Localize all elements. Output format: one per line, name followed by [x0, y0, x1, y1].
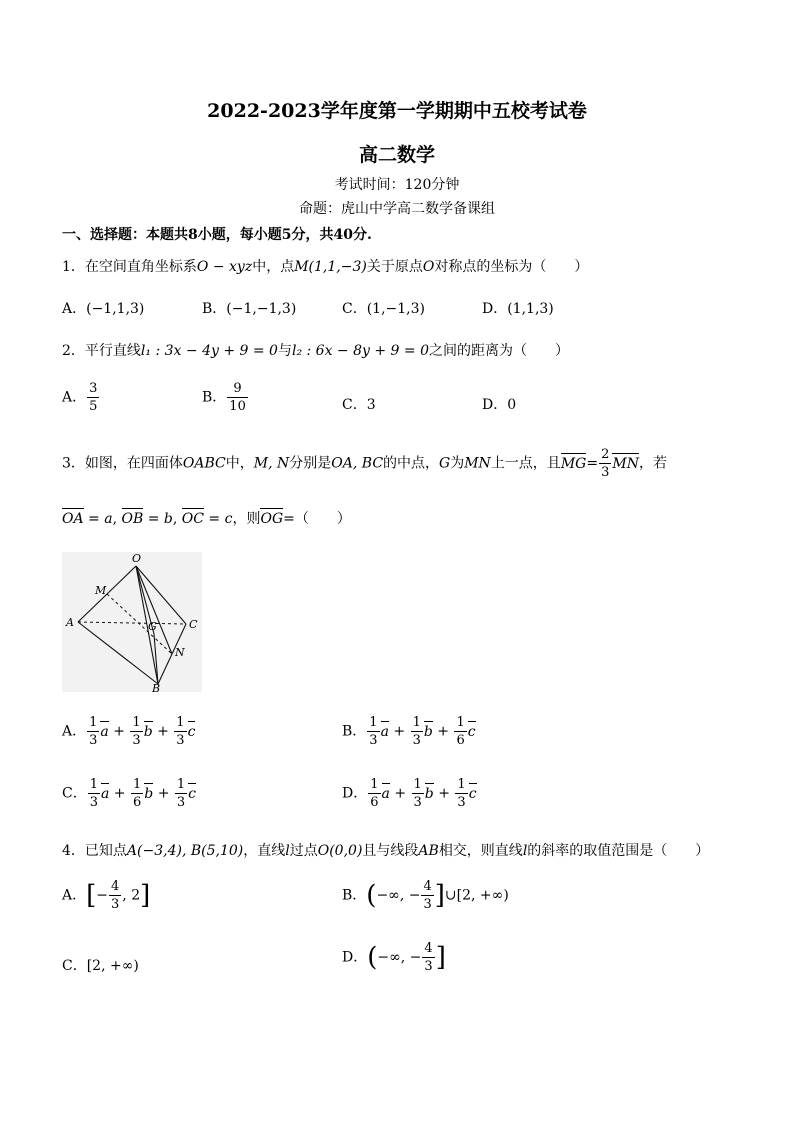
q3-c-frac3: $\frac{1}{3}$	[176, 777, 186, 810]
q3-c: c	[224, 511, 233, 527]
q3-text-mid2: 分别是	[289, 455, 332, 472]
q4-a-text: −	[96, 887, 109, 904]
question-2	[62, 340, 569, 360]
q2-text-suffix: 之间的距离为（ ）	[429, 343, 570, 359]
q4-a-label: A．	[62, 887, 87, 904]
q4-option-b[interactable]: B．(−∞, − $\frac{4}{3}$ ]∪[2, +∞)	[342, 879, 509, 912]
q2-text-mid: 与	[277, 343, 292, 359]
q2-option-b[interactable]	[202, 382, 249, 413]
q4-ab: AB	[418, 843, 439, 859]
q2-b-fraction	[227, 382, 248, 413]
q3-b-label: B．	[342, 723, 367, 740]
q4-text-mid3: 且与线段	[362, 843, 419, 859]
q3-b-frac2: $\frac{1}{3}$	[412, 715, 421, 748]
q1-option-c[interactable]: C．(1,−1,3)	[342, 301, 425, 317]
q4-d-den: 3	[424, 959, 433, 974]
q3-text-mid5: 上一点，且	[490, 455, 561, 472]
q4-l: l	[285, 843, 290, 859]
q3-d-den1: 6	[370, 795, 379, 810]
q4-d-num: 4	[424, 941, 433, 956]
q3-a-frac1: $\frac{1}{3}$	[89, 715, 98, 748]
q2-option-a[interactable]	[62, 382, 100, 413]
q4-b-text: −∞, −	[376, 887, 421, 904]
q2-option-d[interactable]: D．0	[482, 397, 517, 413]
q3-mn: M, N	[253, 455, 290, 472]
q3-a: a	[104, 511, 113, 527]
q4-text: 4．已知点	[62, 843, 127, 859]
q3-vec-mn: MN	[612, 455, 639, 472]
q3-seg: MN	[464, 455, 491, 472]
figure-background	[62, 552, 202, 692]
question-1	[62, 256, 588, 276]
q3-d-den2: 3	[413, 795, 422, 810]
label-o: O	[132, 552, 142, 565]
q3-b: b	[163, 511, 173, 527]
q4-c-label: C．	[62, 958, 87, 974]
q3-option-d[interactable]: D． $\frac{1}{6}$ a + $\frac{1}{3}$ b + $\frac{1}{3}$ c	[342, 777, 477, 810]
q3-fraction	[599, 448, 611, 479]
q3-option-a[interactable]: A． $\frac{1}{3}$ a + $\frac{1}{3}$ b + $\frac{1}{3}$ c	[62, 715, 196, 748]
q4-b-label: B．	[342, 887, 367, 904]
tetrahedron-figure	[62, 552, 202, 692]
q3-b-frac1: $\frac{1}{3}$	[369, 715, 378, 748]
q4-d-frac	[422, 942, 434, 973]
question-3-line2: OA = a, OB = b, OC = c，则OG=（ ）	[62, 511, 351, 527]
label-n: N	[175, 646, 185, 659]
q4-a-tail: , 2	[122, 887, 141, 904]
q3-tet: OABC	[182, 455, 226, 472]
q3-a-den3: 3	[176, 733, 185, 748]
q2-b-den: 10	[229, 399, 246, 414]
label-g: G	[148, 620, 157, 633]
q3-text-mid4: 为	[450, 455, 465, 472]
q3-vec-ob: OB	[121, 511, 144, 527]
q4-b-num: 4	[423, 879, 432, 894]
q1-origin: O	[422, 259, 435, 275]
q3-c-den1: 3	[89, 795, 98, 810]
q3-text-end2: ，则	[232, 511, 261, 527]
q3-g: G	[439, 455, 451, 472]
q3-b-den3: 6	[456, 733, 465, 748]
q4-option-a[interactable]: A．[− $\frac{4}{3}$ , 2]	[62, 879, 151, 912]
label-m: M	[95, 584, 107, 597]
q4-a-frac	[109, 880, 121, 911]
q3-d-frac1: $\frac{1}{6}$	[370, 777, 379, 810]
q3-option-c[interactable]: C． $\frac{1}{3}$ a + $\frac{1}{6}$ b + $\frac{1}{3}$ c	[62, 777, 197, 810]
q1-text-end: 对称点的坐标为（ ）	[434, 259, 589, 275]
question-3-line1	[62, 448, 667, 479]
q1-option-d[interactable]: D．(1,1,3)	[482, 301, 554, 317]
q3-c-den2: 6	[133, 795, 142, 810]
exam-time: 考试时间：120分钟	[334, 177, 460, 193]
q2-a-fraction	[87, 382, 99, 413]
q2-line1: l₁ : 3x − 4y + 9 = 0	[140, 343, 278, 359]
q3-a-den1: 3	[89, 733, 98, 748]
exam-title: 2022-2023学年度第一学期期中五校考试卷	[207, 100, 587, 122]
q1-text-suffix: 关于原点	[366, 259, 423, 275]
label-b: B	[152, 682, 161, 692]
q4-a-den: 3	[111, 897, 120, 912]
q3-text: 3．如图，在四面体	[62, 455, 183, 472]
q1-option-b[interactable]: B．(−1,−1,3)	[202, 301, 297, 317]
q3-f-num: 2	[601, 447, 610, 462]
q4-d-label: D．	[342, 949, 368, 966]
q1-text: 1．在空间直角坐标系	[62, 259, 197, 275]
q4-a-num: 4	[111, 879, 120, 894]
question-4	[62, 840, 709, 860]
q3-edges: OA, BC	[331, 455, 384, 472]
q1-option-a[interactable]: A．(−1,1,3)	[62, 301, 145, 317]
q2-a-label: A．	[62, 389, 87, 406]
q3-b-den1: 3	[369, 733, 378, 748]
q1-coord: O − xyz	[196, 259, 253, 275]
q1-point: M(1,1,−3)	[294, 259, 367, 275]
q3-c-den3: 3	[176, 795, 186, 810]
q3-text-mid3: 的中点，	[383, 455, 440, 472]
label-c: C	[189, 618, 198, 631]
q3-c-frac2: $\frac{1}{6}$	[133, 777, 142, 810]
q4-b-den: 3	[423, 897, 432, 912]
q4-text-mid2: 过点	[289, 843, 318, 859]
q2-a-num: 3	[89, 381, 98, 396]
q3-text-end3: =（ ）	[283, 511, 351, 527]
q3-a-den2: 3	[132, 733, 141, 748]
q2-b-label: B．	[202, 389, 227, 406]
q4-c-text: [2, +∞)	[86, 958, 139, 974]
q4-o: O(0,0)	[317, 843, 363, 859]
q2-a-den: 5	[89, 399, 98, 414]
q3-a-frac3: $\frac{1}{3}$	[176, 715, 185, 748]
q3-d-den3: 3	[457, 795, 466, 810]
q3-a-frac2: $\frac{1}{3}$	[132, 715, 141, 748]
label-a: A	[66, 616, 74, 629]
q4-b-frac	[421, 880, 433, 911]
exam-author: 命题：虎山中学高二数学备课组	[299, 201, 495, 217]
q3-eq: =	[586, 455, 599, 472]
q4-d-text: −∞, −	[377, 949, 422, 966]
q3-text-mid1: 中，	[225, 455, 254, 472]
q2-line2: l₂ : 6x − 8y + 9 = 0	[291, 343, 430, 359]
q4-text-end: 的斜率的取值范围是（ ）	[527, 843, 710, 859]
section-heading: 一、选择题：本题共8小题，每小题5分，共40分.	[62, 227, 372, 243]
q3-vec-oa: OA	[62, 511, 84, 527]
q4-option-c[interactable]	[62, 955, 139, 975]
q3-b-frac3: $\frac{1}{6}$	[456, 715, 465, 748]
q2-option-c[interactable]: C．3	[342, 397, 376, 413]
q3-a-label: A．	[62, 723, 87, 740]
q3-vec-mg: MG	[560, 455, 587, 472]
subject-title: 高二数学	[358, 144, 435, 166]
q4-text-mid4: 相交，则直线	[438, 843, 523, 859]
q3-c-label: C．	[62, 785, 87, 802]
q3-text-end1: ，若	[638, 455, 667, 472]
q2-text: 2．平行直线	[62, 343, 141, 359]
q3-c-frac1: $\frac{1}{3}$	[89, 777, 98, 810]
q1-text-mid: 中，点	[252, 259, 295, 275]
q4-points: A(−3,4), B(5,10)	[126, 843, 244, 859]
q2-b-num: 9	[227, 382, 248, 398]
q3-d-frac3: $\frac{1}{3}$	[457, 777, 466, 810]
q4-option-d[interactable]: D．(−∞, − $\frac{4}{3}$ ]	[342, 941, 446, 974]
q4-b-tail: ∪[2, +∞)	[444, 887, 509, 904]
q4-text-mid: ，直线	[243, 843, 286, 859]
q3-d-frac2: $\frac{1}{3}$	[413, 777, 422, 810]
q4-l2: l	[522, 843, 528, 859]
q3-f-den: 3	[601, 465, 610, 480]
q3-vec-og: OG	[260, 511, 284, 527]
q3-d-label: D．	[342, 785, 368, 802]
q3-vec-oc: OC	[181, 511, 204, 527]
q3-b-den2: 3	[412, 733, 421, 748]
q3-option-b[interactable]: B． $\frac{1}{3}$ a + $\frac{1}{3}$ b + $\frac{1}{6}$ c	[342, 715, 476, 748]
